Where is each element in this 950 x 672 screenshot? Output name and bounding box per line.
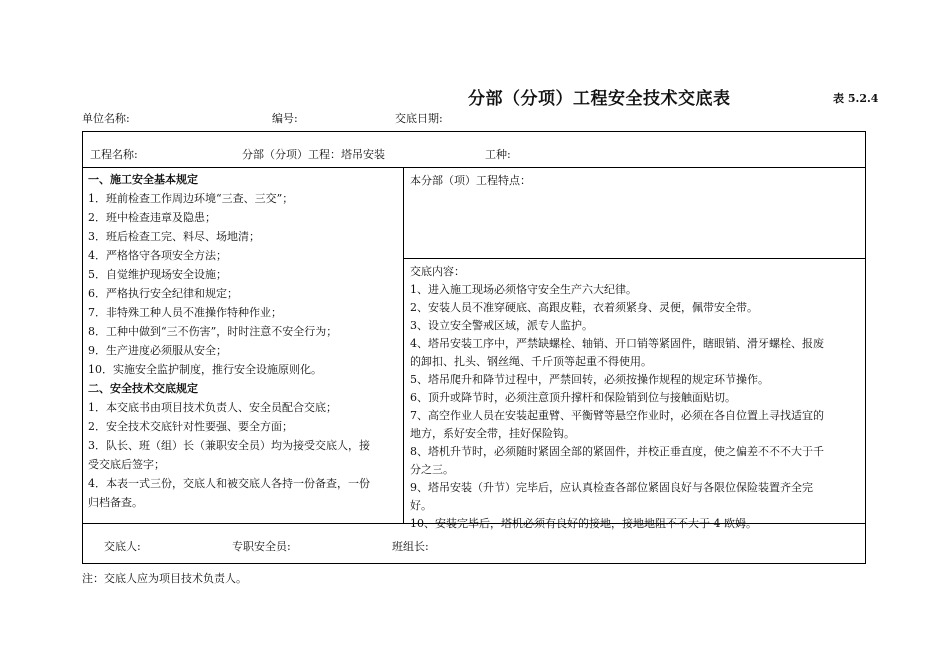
content-line: 3、设立安全警戒区域，派专人监护。	[410, 319, 593, 332]
content-line: 5、塔吊爬升和降节过程中，严禁回转，必须按操作规程的规定环节操作。	[410, 373, 769, 386]
list-item: 3．班后检查工完、料尽、场地清；	[88, 230, 260, 243]
section-heading-basic-rules: 一、施工安全基本规定	[88, 173, 198, 186]
content-line: 4、塔吊安装工序中，严禁缺螺栓、轴销、开口销等紧固件，瞎眼销、滑牙螺栓、报废	[410, 337, 824, 350]
column-divider	[403, 167, 404, 523]
basic-rules-list	[88, 189, 400, 379]
list-item: 2．班中检查违章及隐患；	[88, 211, 216, 224]
content-line: 2、安装人员不准穿硬底、高跟皮鞋，衣着须紧身、灵便，佩带安全带。	[410, 301, 758, 314]
content-line: 7、高空作业人员在安装起重臂、平衡臂等悬空作业时，必须在各自位置上寻找适宜的	[410, 409, 824, 422]
content-line: 地方，系好安全带，挂好保险钩。	[410, 427, 575, 440]
trade-label: 工种:	[485, 148, 511, 161]
content-line: 好。	[410, 499, 432, 512]
content-line: 6、顶升或降节时，必须注意顶升撑杆和保险销到位与接触面贴切。	[410, 391, 736, 404]
date-label: 交底日期:	[395, 112, 443, 125]
safety-officer-label: 专职安全员:	[232, 540, 291, 553]
content-label: 交底内容：	[410, 265, 465, 278]
content-line: 的卸扣、扎头、钢丝绳、千斤顶等起重不得使用。	[410, 355, 652, 368]
footnote: 注：交底人应为项目技术负责人。	[82, 572, 247, 585]
list-item: 1．本交底书由项目技术负责人、安全员配合交底；	[88, 401, 337, 414]
subproject-label: 分部（分项）工程：塔吊安装	[242, 148, 385, 161]
content-line: 分之三。	[410, 463, 454, 476]
left-cell	[88, 170, 400, 512]
unit-name-label: 单位名称:	[82, 112, 130, 125]
table-number: 表 5.2.4	[833, 92, 879, 105]
disclosure-content	[410, 263, 860, 533]
list-item: 8．工种中做到“三不伤害”，时时注意不安全行为；	[88, 325, 338, 338]
list-item: 10．实施安全监护制度，推行安全设施原则化。	[88, 363, 322, 376]
number-label: 编号:	[272, 112, 298, 125]
right-cell-divider	[403, 258, 866, 259]
list-item: 7．非特殊工种人员不准操作特种作业；	[88, 306, 282, 319]
list-item: 9．生产进度必须服从安全；	[88, 344, 227, 357]
project-name-label: 工程名称:	[90, 148, 138, 161]
list-item: 受交底后签字；	[88, 458, 165, 471]
content-line: 9、塔吊安装（升节）完毕后，应认真检查各部位紧固良好与各限位保险装置齐全完	[410, 481, 813, 494]
row-divider-top	[82, 167, 866, 168]
content-line: 1、进入施工现场必须恪守安全生产六大纪律。	[410, 283, 637, 296]
presenter-label: 交底人:	[104, 540, 141, 553]
team-leader-label: 班组长:	[392, 540, 429, 553]
features-label: 本分部（项）工程特点：	[410, 174, 531, 187]
disclosure-rules-list	[88, 398, 400, 512]
list-item: 4．严格恪守各项安全方法；	[88, 249, 227, 262]
list-item: 6．严格执行安全纪律和规定；	[88, 287, 238, 300]
list-item: 2．安全技术交底针对性要强、要全方面；	[88, 420, 293, 433]
content-line: 10、安装完毕后，塔机必须有良好的接地，接地地阻不不大于 4 欧姆。	[410, 517, 757, 530]
list-item: 5．自觉维护现场安全设施；	[88, 268, 227, 281]
content-line: 8、塔机升节时，必须随时紧固全部的紧固件，并校正垂直度，使之偏差不不不大于千	[410, 445, 824, 458]
content-list	[410, 281, 860, 533]
list-item: 归档备查。	[88, 496, 143, 509]
list-item: 4．本表一式三份，交底人和被交底人各持一份备查，一份	[88, 477, 370, 490]
section-heading-disclosure-rules: 二、安全技术交底规定	[88, 382, 198, 395]
document-title: 分部（分项）工程安全技术交底表	[468, 89, 731, 109]
list-item: 1．班前检查工作周边环境“三查、三交”；	[88, 192, 294, 205]
list-item: 3．队长、班（组）长（兼职安全员）均为接受交底人，接	[88, 439, 370, 452]
